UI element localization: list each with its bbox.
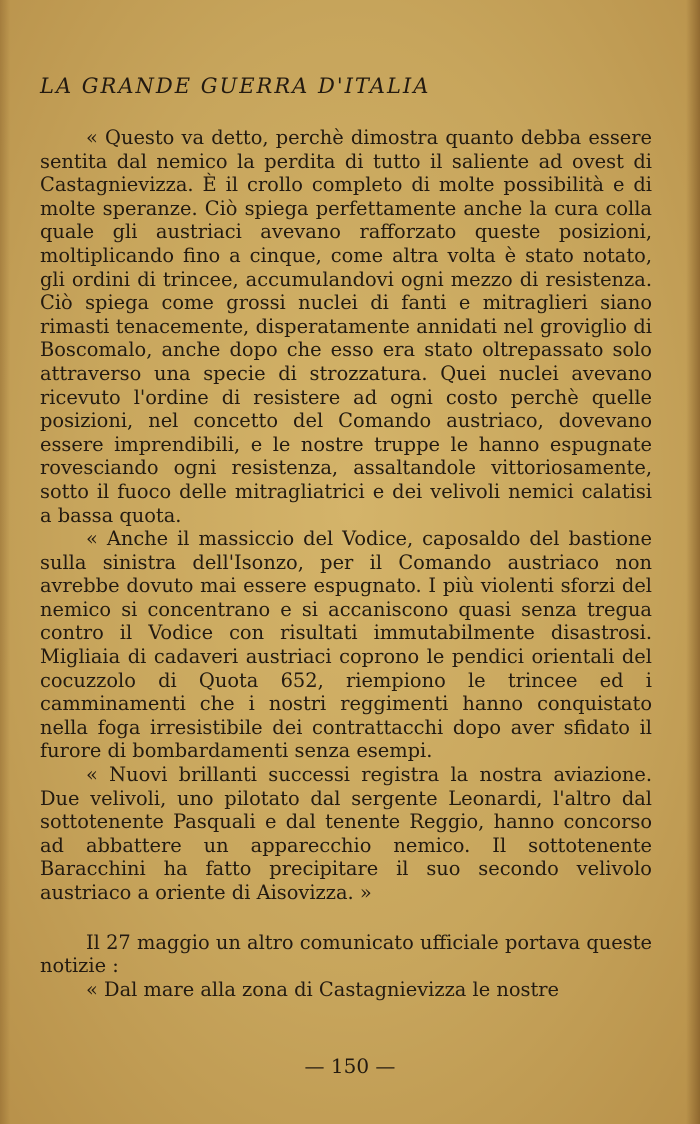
page-shadow-right: [686, 0, 700, 1124]
paragraph-1: « Questo va detto, perchè dimostra quanto debba essere sentita dal nemico la perdita di tutto il saliente ad ovest di Castagnievizza. È il crollo completo di molte possibilità e di molte speranze. Ciò spiega perfettamente anche la cura colla quale gli austriaci avevano rafforzato queste posizioni, moltiplicando fino a cinque, come altra volta è stato notato, gli ordini di trincee, accumulandovi ogni mezzo di resistenza. Ciò spiega come grossi nuclei di fanti e mitraglieri siano rimasti tenacemente, disperatamente annidati nel groviglio di Boscomalo, anche dopo che esso era stato oltrepassato solo attraverso una specie di strozzatura. Quei nuclei avevano ricevuto l'ordine di resistere ad ogni costo perchè quelle posizioni, nel concetto del Comando austriaco, dovevano essere imprendibili, e le nostre truppe le hanno espugnate rovesciando ogni resistenza, assaltandole vittoriosamente, sotto il fuoco delle mitragliatrici e dei velivoli nemici calatisi a bassa quota.: [40, 126, 652, 527]
paragraph-2: « Anche il massiccio del Vodice, caposaldo del bastione sulla sinistra dell'Isonzo, per il Comando austriaco non avrebbe dovuto mai essere espugnato. I più violenti sforzi del nemico si concentrano e si accaniscono quasi senza tregua contro il Vodice con risultati immutabilmente disastrosi. Migliaia di cadaveri austriaci coprono le pendici orientali del cocuzzolo di Quota 652, riempiono le trincee ed i camminamenti che i nostri reggimenti hanno conquistato nella foga irresistibile dei contrattacchi dopo aver sfidato il furore di bombardamenti senza esempi.: [40, 527, 652, 763]
page-shadow-left: [0, 0, 10, 1124]
body-text: [40, 126, 652, 1001]
page-number: — 150 —: [304, 1054, 396, 1078]
paragraph-4: Il 27 maggio un altro comunicato ufficiale portava queste notizie :: [40, 930, 652, 978]
running-title: LA GRANDE GUERRA D'ITALIA: [40, 74, 431, 98]
paragraph-3: « Nuovi brillanti successi registra la nostra aviazione. Due velivoli, uno pilotato dal sergente Leonardi, l'altro dal sottotenente Pasquali e dal tenente Reggio, hanno concorso ad abbattere un apparecchio nemico. Il sottotenente Baracchini ha fatto precipitare il suo secondo velivolo austriaco a oriente di Aisovizza. »: [40, 763, 652, 904]
paragraph-5: « Dal mare alla zona di Castagnievizza le nostre: [86, 977, 560, 1001]
